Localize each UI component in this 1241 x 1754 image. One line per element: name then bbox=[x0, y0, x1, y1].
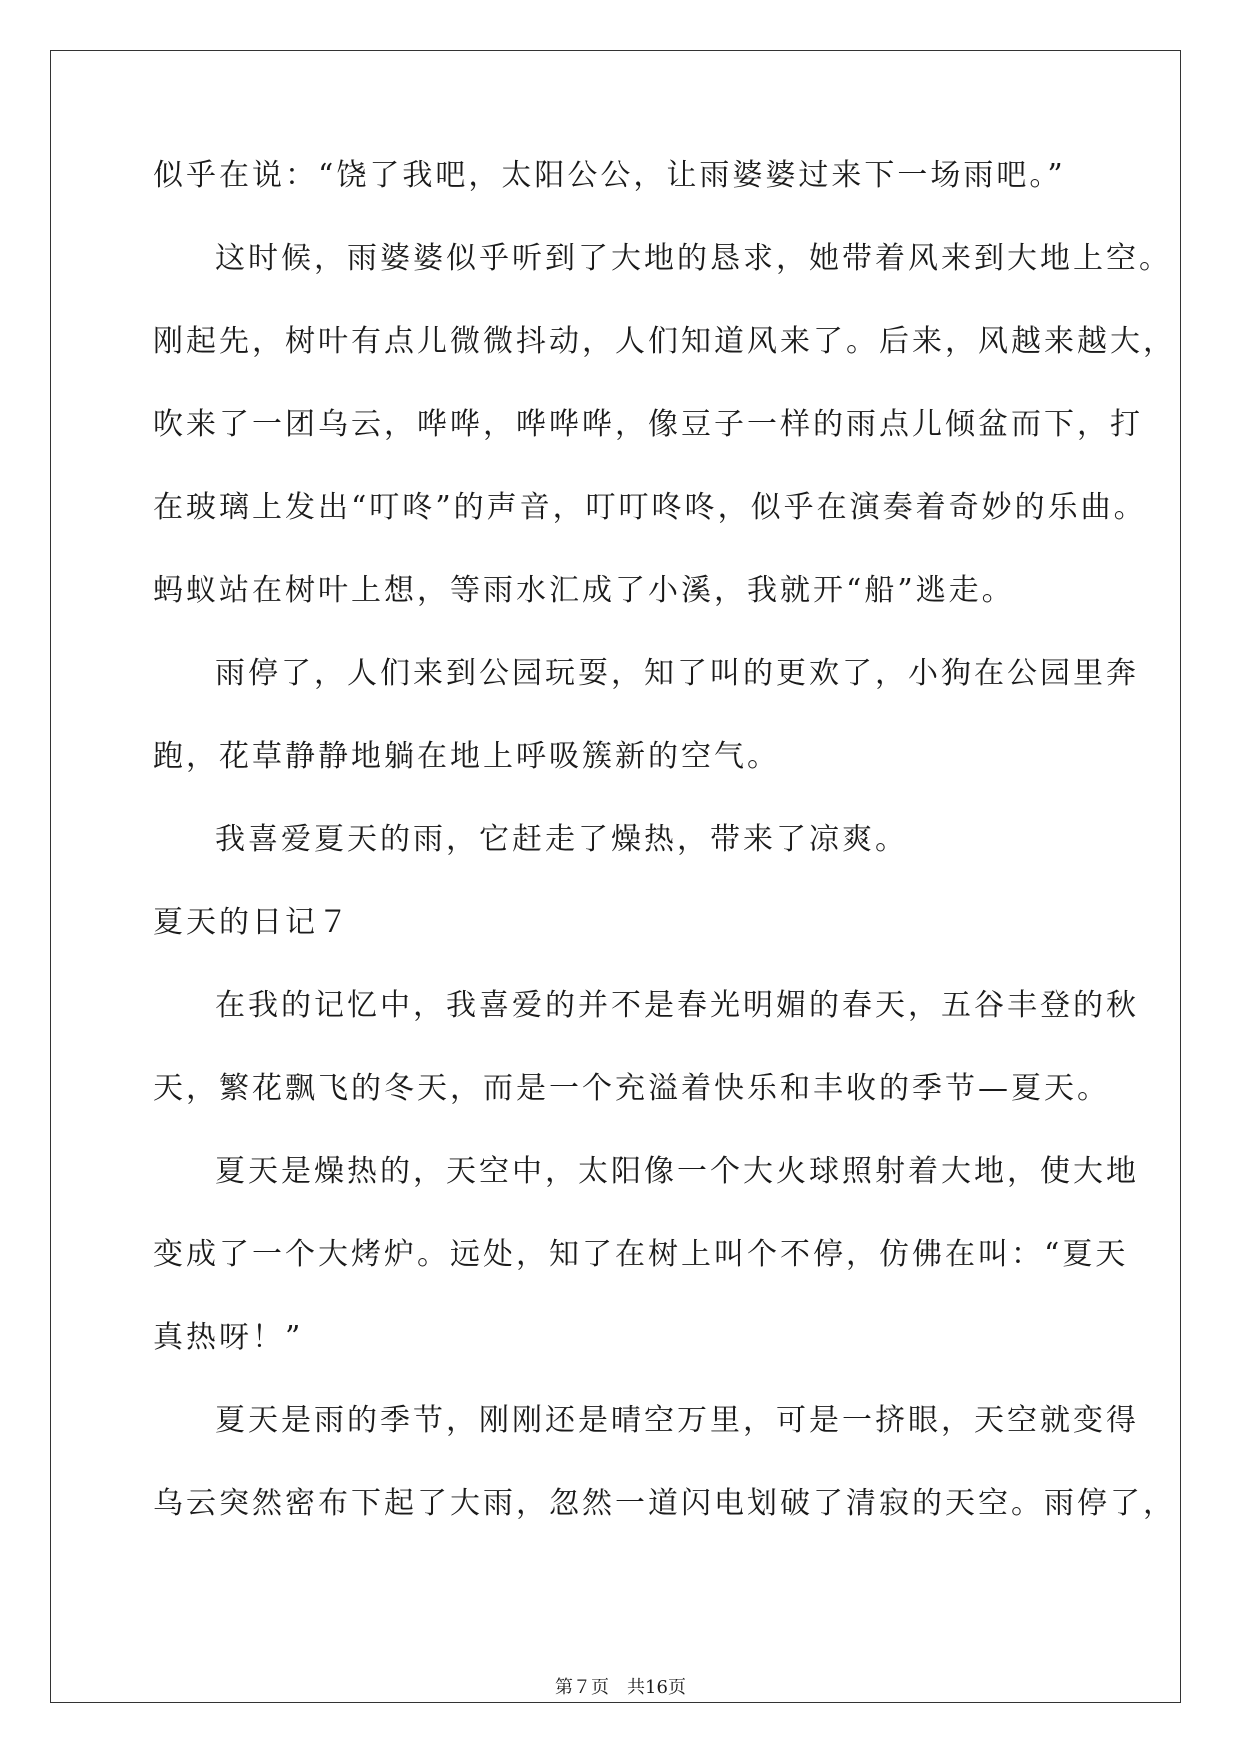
section-heading: 夏天的日记７ bbox=[153, 905, 351, 940]
text-line: 真热呀！” bbox=[153, 1320, 304, 1355]
text-line: 吹来了一团乌云，哗哗，哗哗哗，像豆子一样的雨点儿倾盆而下，打 bbox=[153, 407, 1143, 442]
text-line: 夏天是雨的季节，刚刚还是晴空万里，可是一挤眼，天空就变得 bbox=[215, 1403, 1139, 1438]
text-line: 这时候，雨婆婆似乎听到了大地的恳求，她带着风来到大地上空。 bbox=[215, 241, 1172, 276]
text-line: 蚂蚁站在树叶上想，等雨水汇成了小溪，我就开“船”逃走。 bbox=[153, 573, 1015, 608]
text-line: 跑，花草静静地躺在地上呼吸簇新的空气。 bbox=[153, 739, 780, 774]
text-line: 变成了一个大烤炉。远处，知了在树上叫个不停，仿佛在叫：“夏天 bbox=[153, 1237, 1129, 1272]
text-line: 夏天是燥热的，天空中，太阳像一个大火球照射着大地，使大地 bbox=[215, 1154, 1139, 1189]
page-border bbox=[50, 50, 1181, 1703]
text-line: 刚起先，树叶有点儿微微抖动，人们知道风来了。后来，风越来越大， bbox=[153, 324, 1176, 359]
text-line: 雨停了，人们来到公园玩耍，知了叫的更欢了，小狗在公园里奔 bbox=[215, 656, 1139, 691]
text-line: 在我的记忆中，我喜爱的并不是春光明媚的春天，五谷丰登的秋 bbox=[215, 988, 1139, 1023]
text-line: 在玻璃上发出“叮咚”的声音，叮叮咚咚，似乎在演奏着奇妙的乐曲。 bbox=[153, 490, 1147, 525]
text-line: 天，繁花飘飞的冬天，而是一个充溢着快乐和丰收的季节—夏天。 bbox=[153, 1071, 1110, 1106]
page-number: 第７页 共16页 bbox=[555, 1677, 686, 1698]
text-line: 乌云突然密布下起了大雨，忽然一道闪电划破了清寂的天空。雨停了， bbox=[153, 1486, 1176, 1521]
text-line: 似乎在说：“饶了我吧，太阳公公，让雨婆婆过来下一场雨吧。” bbox=[153, 158, 1066, 193]
text-line: 我喜爱夏天的雨，它赶走了燥热，带来了凉爽。 bbox=[215, 822, 908, 857]
